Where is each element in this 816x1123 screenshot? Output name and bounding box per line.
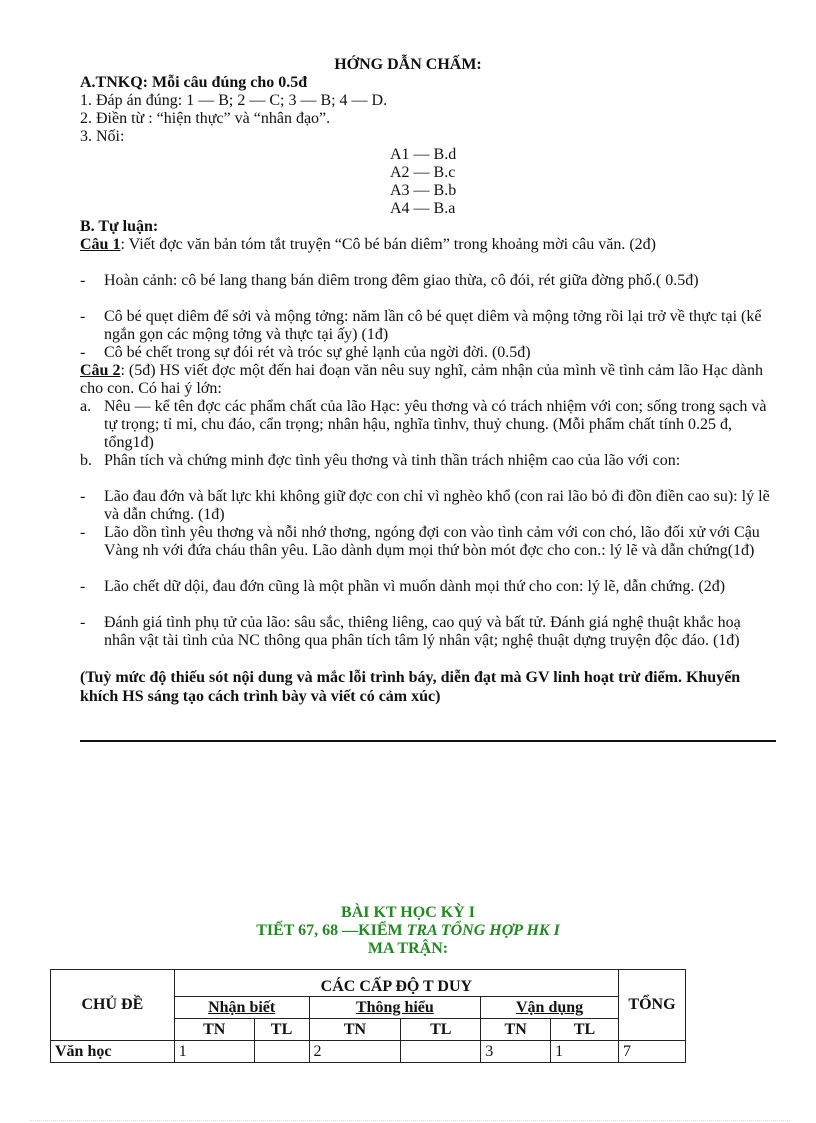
list-item: - Cô bé chết trong sự đói rét và tróc sự ghẻ lạnh của ngời đời. (0.5đ) [80, 344, 531, 361]
table-row [51, 1041, 686, 1063]
list-item: - Lão chết dữ dội, đau đớn cũng là một phần vì muốn dành mọi thứ cho con: lý lẽ, dẫn chứng. (2đ) [80, 578, 726, 595]
question-1 [80, 236, 770, 254]
exam-title: BÀI KT HỌC KỲ I [341, 904, 475, 921]
header-cap-do: CÁC CẤP ĐỘ T DUY [174, 970, 618, 997]
match-item: A2 — B.c [390, 164, 456, 181]
matrix-table [50, 969, 686, 1063]
header-chu-de: CHỦ ĐỀ [51, 970, 175, 1041]
list-item: - Cô bé quẹt diêm để sởi và mộng tởng: năm lần cô bé quẹt diêm và mộng tởng rồi lại trở về thực tại (kể ngắn gọn các mộng tởng và thực tại ấy) (1đ) [80, 308, 762, 343]
part-a-heading-rest: : Mỗi câu đúng cho 0.5đ [142, 74, 308, 91]
list-item-b: b. Phân tích và chứng minh đợc tình yêu thơng và tinh thần trách nhiệm cao của lão với con: [80, 452, 681, 469]
page-title: HỚNG DẪN CHẤM: [334, 56, 482, 73]
question-2 [80, 362, 770, 398]
table-cell [254, 1041, 309, 1063]
table-cell: 1 [551, 1041, 619, 1063]
header-sub: TN [481, 1019, 551, 1041]
header-sub: TL [254, 1019, 309, 1041]
header-thong-hieu: Thông hiểu [309, 997, 481, 1019]
match-item: A1 — B.d [390, 146, 457, 163]
part-b-heading: B. Tự luận: [80, 218, 159, 235]
question-1-text: : Viết đợc văn bản tóm tắt truyện “Cô bé bán diêm” trong khoảng mời câu văn. (2đ) [120, 236, 656, 253]
part-a-heading [80, 74, 307, 92]
part-a-line1: 1. Đáp án đúng: 1 — B; 2 — C; 3 — B; 4 — D. [80, 92, 388, 109]
header-sub: TL [401, 1019, 481, 1041]
header-sub: TN [174, 1019, 254, 1041]
row-label: Văn học [51, 1041, 175, 1063]
list-item: - Lão dồn tình yêu thơng và nỗi nhớ thơng, ngóng đợi con vào tình cảm với con chó, lão đối xử với Cậu Vàng nh với đứa cháu thân yêu. Lão dành dụm mọi thứ bòn mót đợc cho con.: lý lẽ và dẫn chứng(1đ) [80, 524, 760, 559]
part-a-line3: 3. Nối: [80, 128, 125, 145]
list-item: - Lão đau đớn và bất lực khi không giữ đợc con chỉ vì nghèo khổ (con rai lão bỏ đi đồn điền cao su): lý lẽ và dẫn chứng. (1đ) [80, 488, 770, 523]
header-sub: TN [309, 1019, 401, 1041]
list-item-a: a. Nêu — kể tên đợc các phẩm chất của lão Hạc: yêu thơng và có trách nhiệm với con; sống trong sạch và tự trọng; tỉ mỉ, chu đáo, cẩn trọng; nhân hậu, nghĩa tìnhv, thuỷ chung. (Mỗi phẩm chất tính 0.25 đ, tổng1đ) [80, 398, 767, 451]
table-cell: 2 [309, 1041, 401, 1063]
header-tong: TỔNG [618, 970, 685, 1041]
question-1-label: Câu 1 [80, 236, 121, 253]
header-nhan-biet: Nhận biết [174, 997, 309, 1019]
table-cell: 3 [481, 1041, 551, 1063]
exam-subtitle: TIẾT 67, 68 —KIỂM TRA TỔNG HỢP HK I [256, 922, 560, 939]
table-cell: 7 [618, 1041, 685, 1063]
footer-dots [30, 1120, 790, 1121]
matrix-heading: MA TRẬN: [367, 940, 449, 957]
question-2-label: Câu 2 [80, 362, 121, 379]
table-cell [401, 1041, 481, 1063]
header-van-dung: Vận dụng [481, 997, 619, 1019]
divider [80, 740, 776, 742]
question-2-text: : (5đ) HS viết đợc một đến hai đoạn văn nêu suy nghĩ, cảm nhận của mình về tình cảm lão Hạc dành cho con. Có hai ý lớn: [80, 362, 763, 397]
part-a-line2: 2. Điền từ : “hiện thực” và “nhân đạo”. [80, 110, 331, 127]
header-sub: TL [551, 1019, 619, 1041]
list-item: - Đánh giá tình phụ tử của lão: sâu sắc, thiêng liêng, cao quý và bất tử. Đánh giá nghệ thuật khắc hoạ nhân vật tài tình của NC thông qua phân tích tâm lý nhân vật; nghệ thuật dựng truyện độc đáo. (1đ) [80, 614, 741, 649]
match-item: A4 — B.a [390, 200, 456, 217]
grading-note: (Tuỳ mức độ thiếu sót nội dung và mắc lỗi trình báy, diễn đạt mà GV linh hoạt trừ điểm. Khuyến khích HS sáng tạo cách trình bày và viết có cảm xúc) [80, 669, 741, 705]
match-item: A3 — B.b [390, 182, 457, 199]
list-item: - Hoàn cảnh: cô bé lang thang bán diêm trong đêm giao thừa, cô đói, rét giữa đờng phố.( 0.5đ) [80, 272, 699, 289]
table-cell: 1 [174, 1041, 254, 1063]
part-a-label: A.TNKQ [80, 74, 143, 91]
